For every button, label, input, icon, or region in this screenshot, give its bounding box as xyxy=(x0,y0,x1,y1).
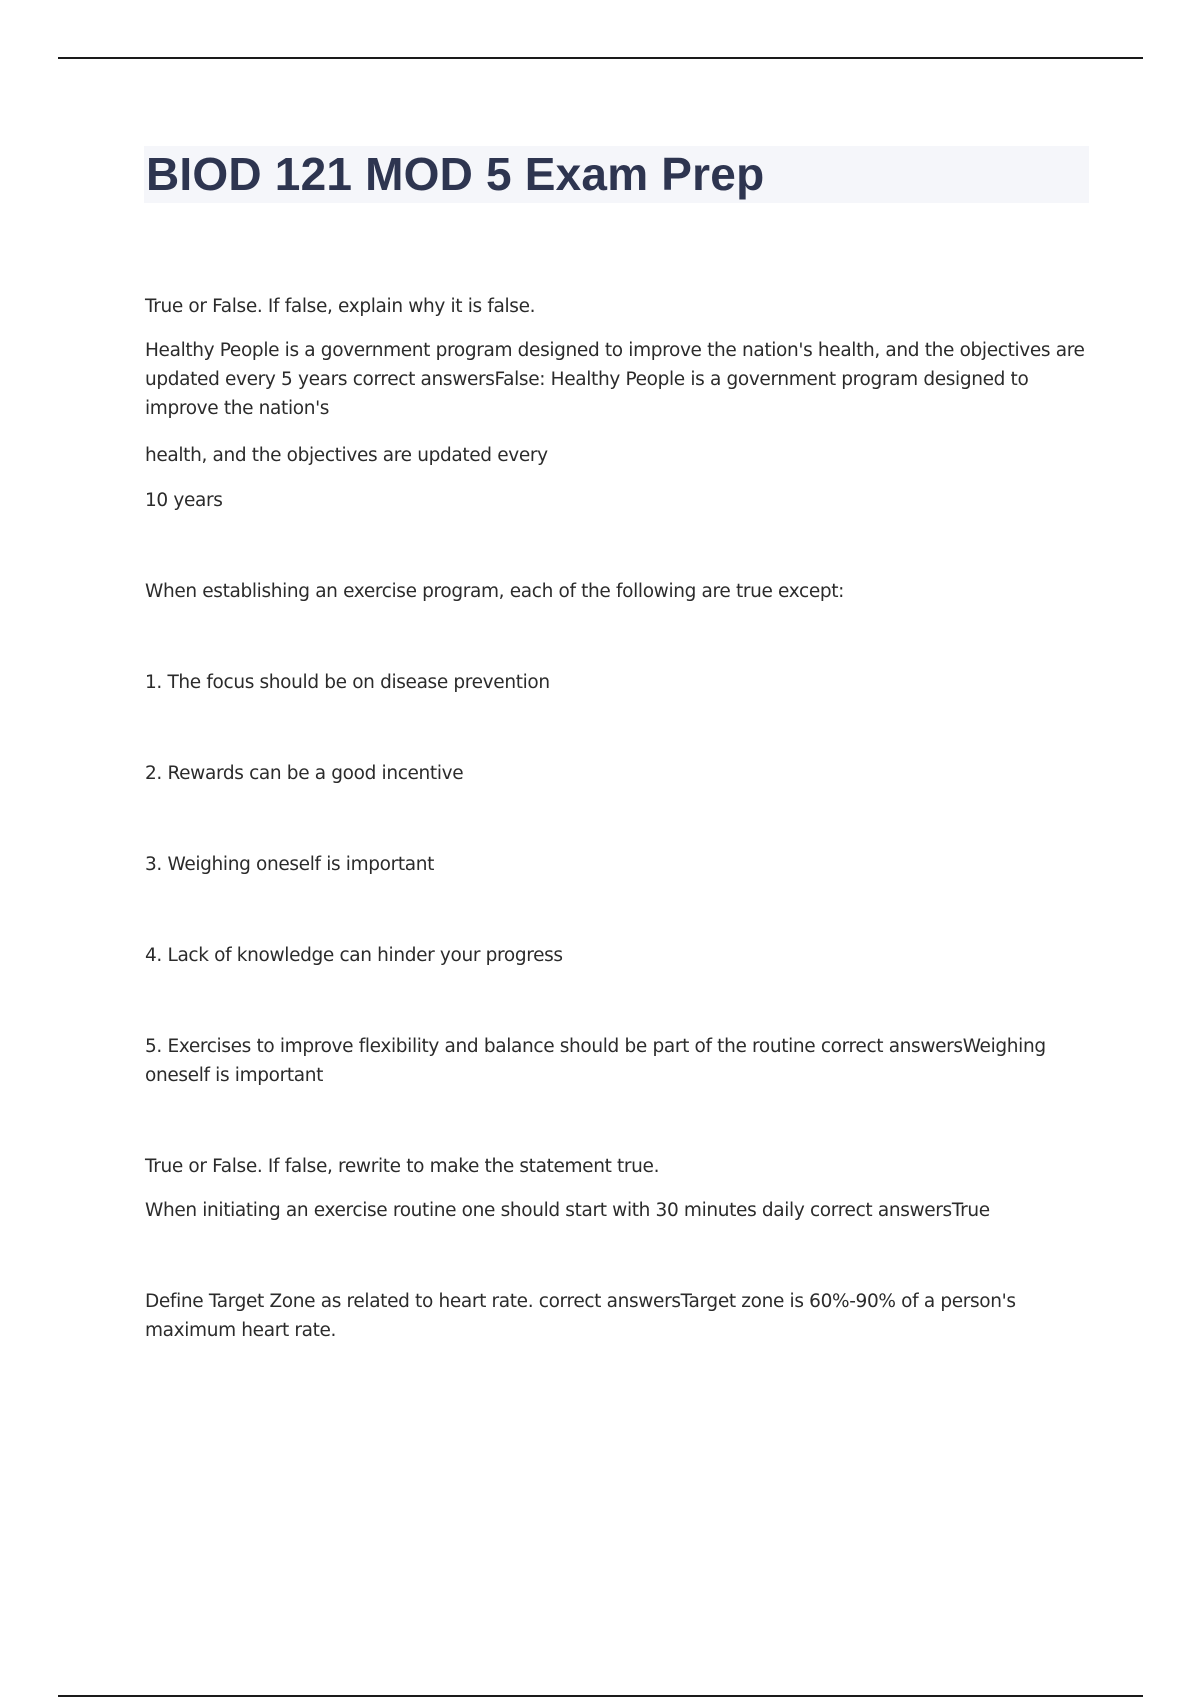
q4-definition-line: Define Target Zone as related to heart rate. correct answersTarget zone is 60%-90% of a person's xyxy=(145,1291,1016,1312)
q2-option-4: 4. Lack of knowledge can hinder your progress xyxy=(145,945,563,966)
q2-option-5-line: oneself is important xyxy=(145,1065,324,1086)
q1-statement-line: updated every 5 years correct answersFalse: Healthy People is a government program designed to xyxy=(145,369,1029,390)
q1-continuation: health, and the objectives are updated every xyxy=(145,445,548,466)
q2-option-5-line: 5. Exercises to improve flexibility and balance should be part of the routine correct answersWeighing xyxy=(145,1036,1046,1057)
q1-instruction: True or False. If false, explain why it is false. xyxy=(145,296,536,317)
q1-statement-line: Healthy People is a government program designed to improve the nation's health, and the objectives are xyxy=(145,340,1085,361)
q1-answer-end: 10 years xyxy=(145,490,223,511)
q2-option-2: 2. Rewards can be a good incentive xyxy=(145,763,464,784)
q3-statement: When initiating an exercise routine one should start with 30 minutes daily correct answersTrue xyxy=(145,1200,990,1221)
q4-definition xyxy=(145,1287,1095,1345)
page-title: BIOD 121 MOD 5 Exam Prep xyxy=(146,148,765,200)
q2-option-1: 1. The focus should be on disease prevention xyxy=(145,672,550,693)
q3-instruction: True or False. If false, rewrite to make the statement true. xyxy=(145,1156,660,1177)
bottom-rule xyxy=(58,1695,1143,1697)
q2-prompt: When establishing an exercise program, each of the following are true except: xyxy=(145,581,845,602)
top-rule xyxy=(58,57,1143,59)
q1-statement xyxy=(145,336,1095,423)
q2-option-3: 3. Weighing oneself is important xyxy=(145,854,435,875)
q4-definition-line: maximum heart rate. xyxy=(145,1320,337,1341)
q2-option-5 xyxy=(145,1032,1095,1090)
q1-statement-line: improve the nation's xyxy=(145,398,330,419)
